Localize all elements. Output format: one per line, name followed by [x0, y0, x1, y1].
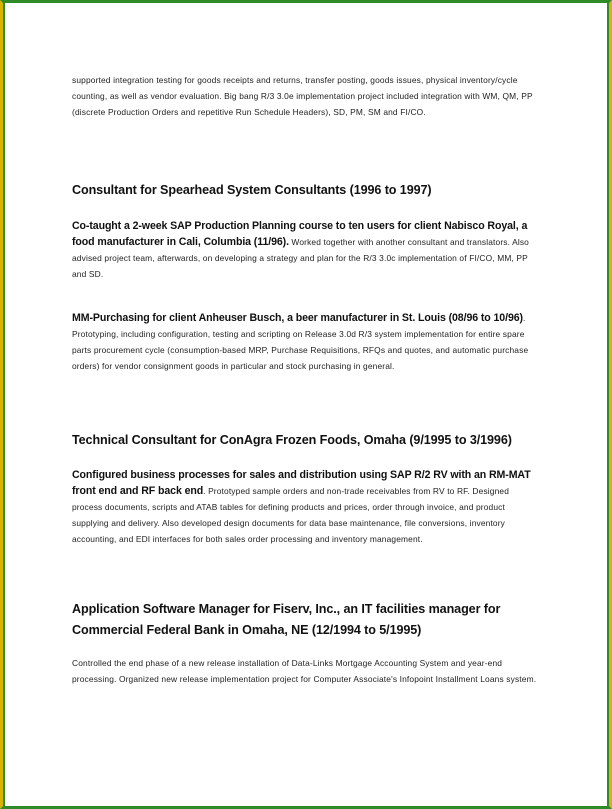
entry-fiserv: Controlled the end phase of a new release installation of Data-Links Mortgage Accounting System and year-end processing. Organized new release implementation project for Computer Associate's Infopoint Installment Loans system.	[72, 658, 537, 684]
entry-anheuser	[72, 310, 540, 374]
entry-nabisco	[72, 218, 540, 282]
entry-nabisco-body: Worked together with another consultant and translators. Also advised project team, afterwards, on developing a strategy and plan for the R/3 3.0c implementation of FI/CO, MM, PP and SD.	[72, 237, 529, 279]
section-heading-fiserv: Application Software Manager for Fiserv, Inc., an IT facilities manager for Commercial Federal Bank in Omaha, NE (12/1994 to 5/1995)	[72, 602, 501, 637]
intro-paragraph: supported integration testing for goods receipts and returns, transfer posting, goods issues, physical inventory/cycle counting, as well as vendor evaluation. Big bang R/3 3.0e implementation project included integration with WM, QM, PP (discrete Production Orders and repetitive Run Schedule Headers), SD, PM, SM and FI/CO.	[72, 75, 533, 117]
section-heading-conagra: Technical Consultant for ConAgra Frozen Foods, Omaha (9/1995 to 3/1996)	[72, 433, 512, 447]
entry-conagra-lead: Configured business processes for sales and distribution using SAP R/2 RV with an RM-MAT front end and RF back end	[72, 469, 531, 497]
entry-anheuser-body: . Prototyping, including configuration, testing and scripting on Release 3.0d R/3 system implementation for entire spare parts procurement cycle (consumption-based MRP, Purchase Requisitions, RFQs and quotes, and automatic purchase orders) for vendor consignment goods in particular and stock purchasing in general.	[72, 313, 529, 371]
entry-anheuser-lead: MM-Purchasing for client Anheuser Busch, a beer manufacturer in St. Louis (08/96 to 10/96)	[72, 312, 523, 324]
section-heading-spearhead: Consultant for Spearhead System Consultants (1996 to 1997)	[72, 183, 432, 197]
entry-conagra	[72, 467, 540, 547]
entry-nabisco-lead: Co-taught a 2-week SAP Production Planning course to ten users for client Nabisco Royal, a food manufacturer in Cali, Columbia (11/96).	[72, 220, 528, 248]
entry-conagra-body: . Prototyped sample orders and non-trade receivables from RV to RF. Designed process documents, scripts and ATAB tables for defining products and prices, order through invoice, and product supplying and delivery. Also developed design documents for data base maintenance, file conversions, inventory accounting, and EDI interfaces for both sales order processing and inventory management.	[72, 486, 510, 544]
